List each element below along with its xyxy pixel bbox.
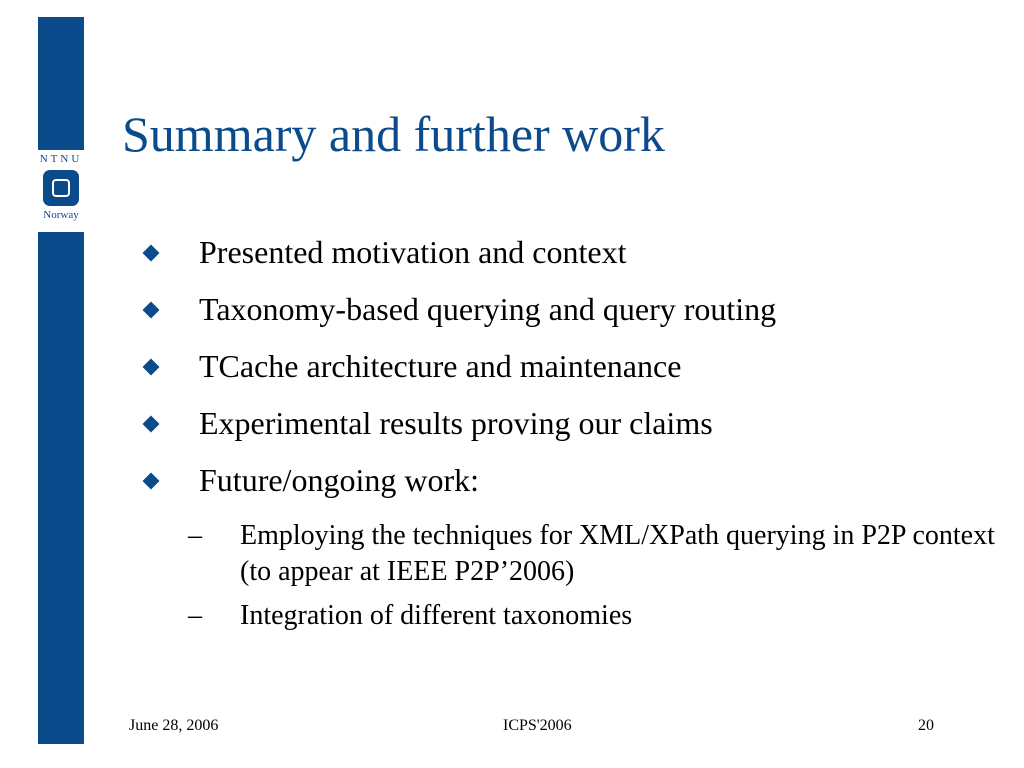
sub-bullet-text: Employing the techniques for XML/XPath querying in P2P context (to appear at IEEE P2P’2006) xyxy=(240,520,995,587)
left-accent-bar xyxy=(38,17,84,744)
sub-bullet-list xyxy=(188,518,1008,642)
bullet-text: Taxonomy-based querying and query routing xyxy=(199,291,777,327)
bullet-item xyxy=(138,460,1008,500)
dash-bullet: – xyxy=(188,520,202,551)
dash-bullet: – xyxy=(188,600,202,631)
sub-bullet-item xyxy=(188,598,1008,634)
footer-page-number: 20 xyxy=(918,717,934,734)
slide-title: Summary and further work xyxy=(122,106,665,162)
bullet-text: Experimental results proving our claims xyxy=(199,405,713,441)
footer-date: June 28, 2006 xyxy=(129,717,219,734)
diamond-bullet-icon xyxy=(143,359,160,376)
bullet-item xyxy=(138,232,1008,272)
diamond-bullet-icon xyxy=(143,416,160,433)
ntnu-logo-icon xyxy=(43,170,79,206)
ntnu-logo xyxy=(36,150,86,232)
bullet-item xyxy=(138,289,1008,329)
bullet-text: Presented motivation and context xyxy=(199,234,627,270)
diamond-bullet-icon xyxy=(143,245,160,262)
sub-bullet-text: Integration of different taxonomies xyxy=(240,600,633,631)
logo-bottom-text: Norway xyxy=(43,209,79,221)
diamond-bullet-icon xyxy=(143,473,160,490)
bullet-text: Future/ongoing work: xyxy=(199,462,479,498)
logo-top-text: NTNU xyxy=(39,153,83,165)
sub-bullet-item xyxy=(188,518,1008,590)
bullet-list xyxy=(138,232,1008,517)
bullet-text: TCache architecture and maintenance xyxy=(199,348,682,384)
footer-conference: ICPS'2006 xyxy=(503,717,572,734)
bullet-item xyxy=(138,346,1008,386)
bullet-item xyxy=(138,403,1008,443)
diamond-bullet-icon xyxy=(143,302,160,319)
